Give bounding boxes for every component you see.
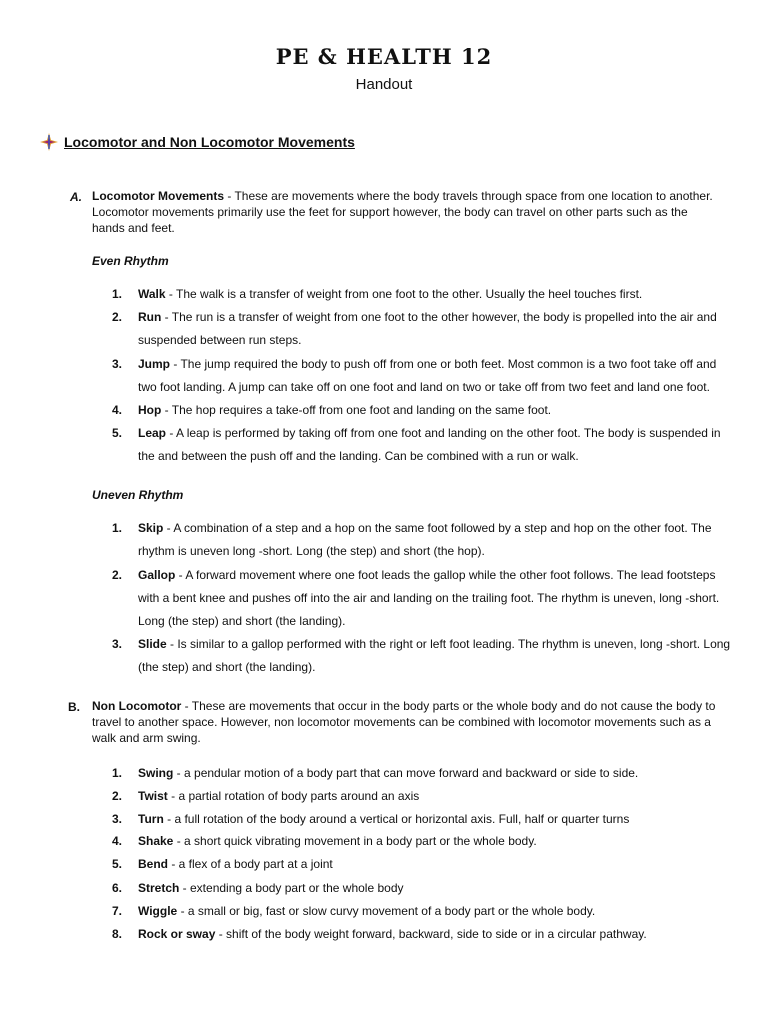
item-term: Turn (138, 812, 164, 826)
item-text: - The hop requires a take-off from one foot and landing on the same foot. (161, 403, 552, 417)
item-number: 7. (112, 904, 123, 918)
item-term: Wiggle (138, 904, 178, 918)
item-number: 2. (112, 789, 123, 803)
item-number: 6. (112, 881, 123, 895)
item-term: Stretch (138, 881, 180, 895)
item-number: 4. (112, 403, 123, 417)
item-number: 8. (112, 927, 123, 941)
page-title: PE & HEALTH 12 (275, 44, 493, 69)
item-term: Jump (138, 357, 171, 371)
item-number: 2. (112, 568, 123, 582)
item-number: 1. (112, 287, 123, 301)
item-term: Shake (138, 834, 174, 848)
item-text: - a short quick vibrating movement in a body part or the whole body. (173, 834, 537, 848)
item-number: 1. (112, 521, 123, 535)
item-number: 5. (112, 426, 123, 440)
item-number: 3. (112, 812, 123, 826)
item-text: - a partial rotation of body parts around an axis (167, 789, 420, 803)
part-a-text: - These are movements where the body travels through space from one location to another. Locomotor movements primarily use the feet for support however, the body can travel on other parts such as the hands and feet. (92, 189, 713, 235)
item-text: - a small or big, fast or slow curvy movement of a body part or the whole body. (177, 904, 596, 918)
item-number: 3. (112, 637, 123, 651)
item-term: Run (138, 310, 162, 324)
section-header (40, 133, 355, 151)
item-term: Hop (138, 403, 162, 417)
item-text: - extending a body part or the whole body (179, 881, 404, 895)
item-number: 4. (112, 834, 123, 848)
item-term: Leap (138, 426, 167, 440)
item-text: - a full rotation of the body around a vertical or horizontal axis. Full, half or quarter turns (163, 812, 630, 826)
item-text: - A combination of a step and a hop on the same foot followed by a step and hop on the other foot. The rhythm is uneven long -short. Long (the step) and short (the hop). (138, 521, 712, 558)
item-term: Skip (138, 521, 164, 535)
four-point-star-bullet-icon (40, 133, 58, 151)
item-text: - The run is a transfer of weight from one foot to the other however, the body is propelled into the air and suspended between run steps. (138, 310, 717, 347)
item-text: - The walk is a transfer of weight from one foot to the other. Usually the heel touches first. (165, 287, 643, 301)
item-term: Swing (138, 766, 174, 780)
item-text: - a flex of a body part at a joint (168, 857, 333, 871)
even-rhythm-heading: Even Rhythm (92, 254, 169, 268)
item-text: - A forward movement where one foot leads the gallop while the other foot follows. The lead footsteps with a bent knee and pushes off into the air and landing on the trailing foot. The rhythm is uneven, long -short. Long (the step) and short (the landing). (138, 568, 720, 628)
item-term: Rock or sway (138, 927, 216, 941)
part-a-paragraph (92, 188, 722, 236)
uneven-rhythm-heading: Uneven Rhythm (92, 488, 184, 502)
item-text: - shift of the body weight forward, backward, side to side or in a circular pathway. (215, 927, 647, 941)
item-text: - a pendular motion of a body part that can move forward and backward or side to side. (173, 766, 639, 780)
part-b-term: Non Locomotor (92, 699, 182, 713)
item-text: - The jump required the body to push off from one or both feet. Most common is a two foot take off and two foot landing. A jump can take off on one foot and land on two or take off from two feet and land one foot. (138, 357, 717, 394)
part-b-text: - These are movements that occur in the body parts or the whole body and do not cause the body to travel to another space. However, non locomotor movements can be combined with locomotor movements such as a walk and arm swing. (92, 699, 716, 745)
item-term: Twist (138, 789, 168, 803)
item-term: Walk (138, 287, 166, 301)
part-a-letter: A. (70, 190, 82, 204)
item-term: Gallop (138, 568, 176, 582)
part-a-term: Locomotor Movements (92, 189, 225, 203)
item-text: - Is similar to a gallop performed with the right or left foot leading. The rhythm is uneven, long -short. Long (the step) and short (the landing). (138, 637, 731, 674)
part-b-paragraph (92, 698, 722, 746)
item-term: Slide (138, 637, 167, 651)
section-title: Locomotor and Non Locomotor Movements (64, 134, 355, 150)
item-number: 5. (112, 857, 123, 871)
part-b-letter: B. (68, 700, 80, 714)
item-text: - A leap is performed by taking off from one foot and landing on the other foot. The body is suspended in the and between the push off and the landing. Can be combined with a run or walk. (138, 426, 721, 463)
item-number: 2. (112, 310, 123, 324)
item-number: 1. (112, 766, 123, 780)
item-number: 3. (112, 357, 123, 371)
page-subtitle: Handout (355, 76, 413, 93)
item-term: Bend (138, 857, 168, 871)
